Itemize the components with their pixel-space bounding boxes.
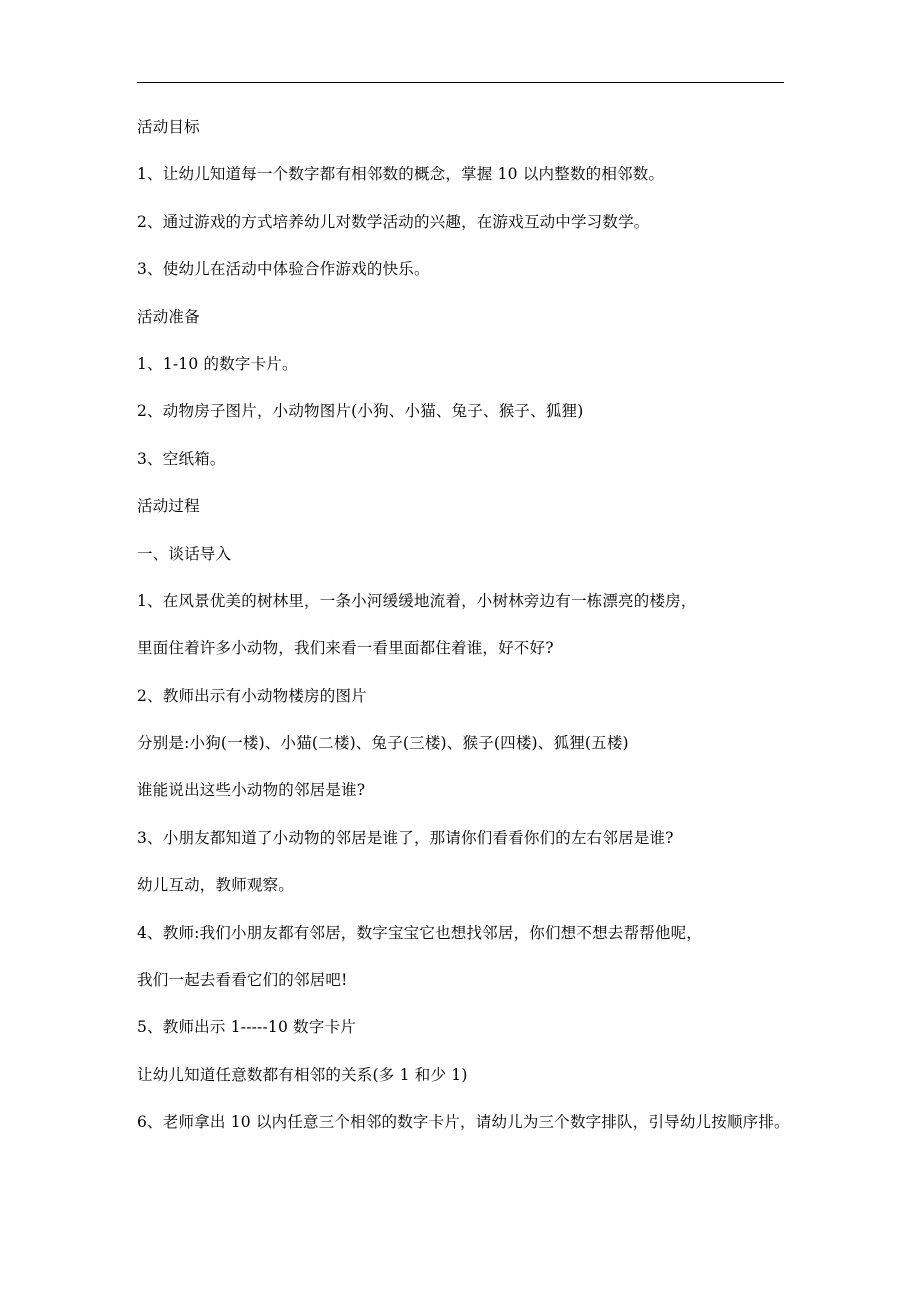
process-paragraph: 我们一起去看看它们的邻居吧!	[137, 971, 348, 990]
preparation-item-3: 3、空纸箱。	[137, 449, 226, 468]
subheading-intro: 一、谈话导入	[137, 544, 232, 563]
process-paragraph: 让幼儿知道任意数都有相邻的关系(多 1 和少 1)	[137, 1065, 468, 1084]
goal-item-1: 1、让幼儿知道每一个数字都有相邻数的概念，掌握 10 以内整数的相邻数。	[137, 165, 665, 184]
goal-item-3: 3、使幼儿在活动中体验合作游戏的快乐。	[137, 260, 430, 279]
heading-activity-goals: 活动目标	[137, 118, 200, 136]
process-paragraph: 2、教师出示有小动物楼房的图片	[137, 686, 367, 705]
process-paragraph: 1、在风景优美的树林里，一条小河缓缓地流着，小树林旁边有一栋漂亮的楼房，	[137, 591, 697, 610]
heading-activity-preparation: 活动准备	[137, 307, 200, 326]
preparation-item-1: 1、1-10 的数字卡片。	[137, 354, 298, 373]
heading-activity-process: 活动过程	[137, 497, 200, 516]
process-paragraph: 分别是:小狗(一楼)、小猫(二楼)、兔子(三楼)、猴子(四楼)、狐狸(五楼)	[137, 734, 629, 753]
goal-item-2: 2、通过游戏的方式培养幼儿对数学活动的兴趣，在游戏互动中学习数学。	[137, 212, 650, 231]
process-paragraph: 幼儿互动，教师观察。	[137, 876, 295, 895]
process-paragraph: 4、教师:我们小朋友都有邻居，数字宝宝它也想找邻居，你们想不想去帮帮他呢，	[137, 923, 702, 942]
process-paragraph: 5、教师出示 1-----10 数字卡片	[137, 1018, 356, 1037]
process-paragraph: 3、小朋友都知道了小动物的邻居是谁了，那请你们看看你们的左右邻居是谁?	[137, 828, 674, 847]
process-paragraph: 6、老师拿出 10 以内任意三个相邻的数字卡片，请幼儿为三个数字排队，引导幼儿按顺序排。	[137, 1113, 790, 1132]
process-paragraph: 里面住着许多小动物，我们来看一看里面都住着谁，好不好?	[137, 639, 554, 658]
document-body	[137, 104, 790, 1147]
process-paragraph: 谁能说出这些小动物的邻居是谁?	[137, 781, 366, 800]
preparation-item-2: 2、动物房子图片，小动物图片(小狗、小猫、兔子、猴子、狐狸)	[137, 402, 584, 421]
header-rule	[137, 82, 784, 83]
